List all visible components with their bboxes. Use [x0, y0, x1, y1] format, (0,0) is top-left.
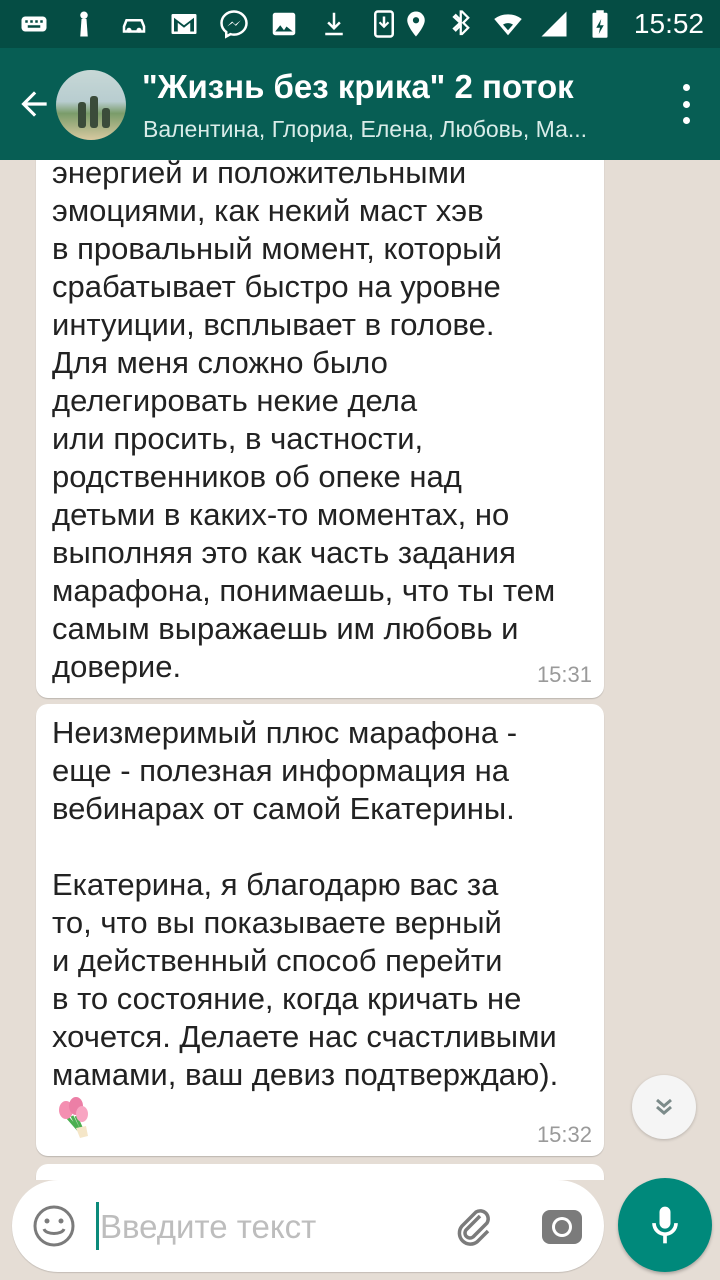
tulip-bouquet-icon [52, 1096, 96, 1140]
scroll-to-bottom-button[interactable] [632, 1075, 696, 1139]
message-bubble[interactable] [36, 160, 604, 698]
bluetooth-icon [446, 8, 478, 40]
image-icon [268, 8, 300, 40]
wifi-icon [492, 8, 524, 40]
message-bubble[interactable] [36, 1164, 604, 1180]
location-icon [400, 8, 432, 40]
download-icon [318, 8, 350, 40]
chat-header [0, 48, 720, 160]
gmail-icon [168, 8, 200, 40]
chat-title[interactable]: "Жизнь без крика" 2 поток [142, 68, 574, 105]
emoji-button[interactable] [30, 1202, 78, 1250]
signal-icon [538, 8, 570, 40]
voice-message-button[interactable] [618, 1178, 712, 1272]
message-input[interactable] [98, 1196, 432, 1258]
more-options-button[interactable] [674, 84, 698, 124]
message-time: 15:31 [536, 662, 592, 687]
car-icon [118, 8, 150, 40]
status-bar [0, 0, 720, 48]
keyboard-icon [18, 8, 50, 40]
battery-icon [584, 8, 616, 40]
double-chevron-down-icon [648, 1091, 680, 1123]
more-vert-icon [683, 84, 690, 91]
message-bubble[interactable] [36, 704, 604, 1156]
message-text: энергией и положительными эмоциями, как некий маст хэв в провальный момент, который срабатывает быстро на уровне интуиции, всплывает в голове. Для меня сложно было делегировать некие дела или просить, в частности, родственников об опеке над детьми в каких-то моментах, но выполняя это как часть задания марафона, понимаешь, что ты тем самым выражаешь им любовь и доверие. [52, 160, 556, 684]
message-text: Неизмеримый плюс марафона - еще - полезная информация на вебинарах от самой Екатерины. Екатерина, я благодарю вас за то, что вы показываете верный и действенный способ перейти в то состояние, когда кричать не хочется. Делаете нас счастливыми мамами, ваш девиз подтверждаю). [52, 715, 559, 1092]
smiley-icon [30, 1202, 78, 1250]
group-avatar[interactable] [56, 70, 126, 140]
microphone-icon [643, 1203, 687, 1247]
messenger-icon [218, 8, 250, 40]
camera-button[interactable] [540, 1204, 584, 1248]
back-button[interactable] [10, 78, 58, 130]
chat-participants[interactable]: Валентина, Глориа, Елена, Любовь, Ма... [143, 116, 588, 142]
status-time: 15:52 [633, 8, 704, 39]
paperclip-icon [450, 1202, 498, 1250]
arrow-left-icon [15, 85, 53, 123]
message-list[interactable] [0, 160, 720, 1180]
camera-icon [540, 1204, 584, 1248]
download-box-icon [368, 8, 400, 40]
message-composer [12, 1180, 604, 1272]
flashlight-icon [68, 8, 100, 40]
attach-button[interactable] [450, 1202, 498, 1250]
message-time: 15:32 [536, 1122, 592, 1147]
